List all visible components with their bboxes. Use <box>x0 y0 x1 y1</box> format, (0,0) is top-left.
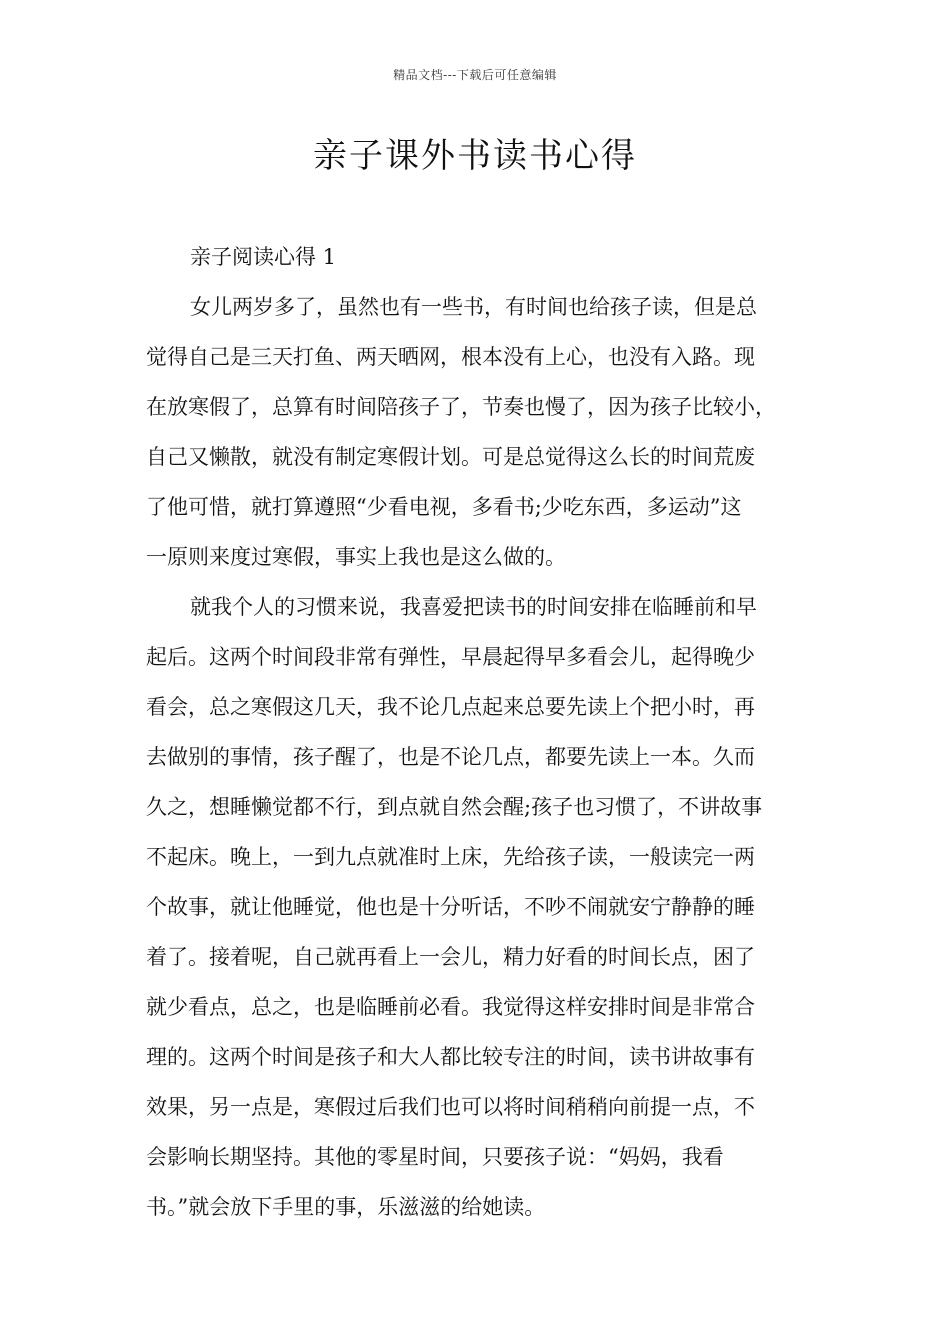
paragraph-line: 在放寒假了，总算有时间陪孩子了，节奏也慢了，因为孩子比较小， <box>146 395 776 419</box>
paragraph-line: 一原则来度过寒假，事实上我也是这么做的。 <box>146 545 566 569</box>
paragraph-line: 效果，另一点是，寒假过后我们也可以将时间稍稍向前提一点，不 <box>146 1095 755 1119</box>
paragraph-line: 个故事，就让他睡觉，他也是十分听话，不吵不闹就安宁静静的睡 <box>146 895 755 919</box>
paragraph-line: 去做别的事情，孩子醒了，也是不论几点，都要先读上一本。久而 <box>146 745 755 769</box>
paragraph-line: 就我个人的习惯来说，我喜爱把读书的时间安排在临睡前和早 <box>190 595 757 619</box>
paragraph-line: 着了。接着呢，自己就再看上一会儿，精力好看的时间长点，困了 <box>146 945 755 969</box>
paragraph-line: 起后。这两个时间段非常有弹性，早晨起得早多看会儿，起得晚少 <box>146 645 755 669</box>
paragraph-line: 了他可惜，就打算遵照“少看电视，多看书;少吃东西，多运动”这 <box>146 495 742 519</box>
paragraph-line: 会影响长期坚持。其他的零星时间，只要孩子说：“妈妈，我看 <box>146 1145 724 1169</box>
paragraph-line: 自己又懒散，就没有制定寒假计划。可是总觉得这么长的时间荒废 <box>146 445 755 469</box>
document-title: 亲子课外书读书心得 <box>313 136 637 176</box>
page-header: 精品文档---下载后可任意编辑 <box>393 68 557 82</box>
document-body <box>146 232 816 1232</box>
paragraph-line: 书。”就会放下手里的事，乐滋滋的给她读。 <box>146 1195 546 1219</box>
paragraph-2 <box>146 582 816 1232</box>
paragraph-line: 觉得自己是三天打鱼、两天晒网，根本没有上心，也没有入路。现 <box>146 345 755 369</box>
section-subheading: 亲子阅读心得 1 <box>190 245 337 269</box>
paragraph-line: 就少看点，总之，也是临睡前必看。我觉得这样安排时间是非常合 <box>146 995 755 1019</box>
paragraph-line: 不起床。晚上，一到九点就准时上床，先给孩子读，一般读完一两 <box>146 845 755 869</box>
paragraph-1 <box>146 282 816 582</box>
paragraph-line: 理的。这两个时间是孩子和大人都比较专注的时间，读书讲故事有 <box>146 1045 755 1069</box>
paragraph-line: 女儿两岁多了，虽然也有一些书，有时间也给孩子读，但是总 <box>190 295 757 319</box>
paragraph-line: 久之，想睡懒觉都不行，到点就自然会醒;孩子也习惯了，不讲故事 <box>146 795 763 819</box>
paragraph-line: 看会，总之寒假这几天，我不论几点起来总要先读上个把小时，再 <box>146 695 755 719</box>
